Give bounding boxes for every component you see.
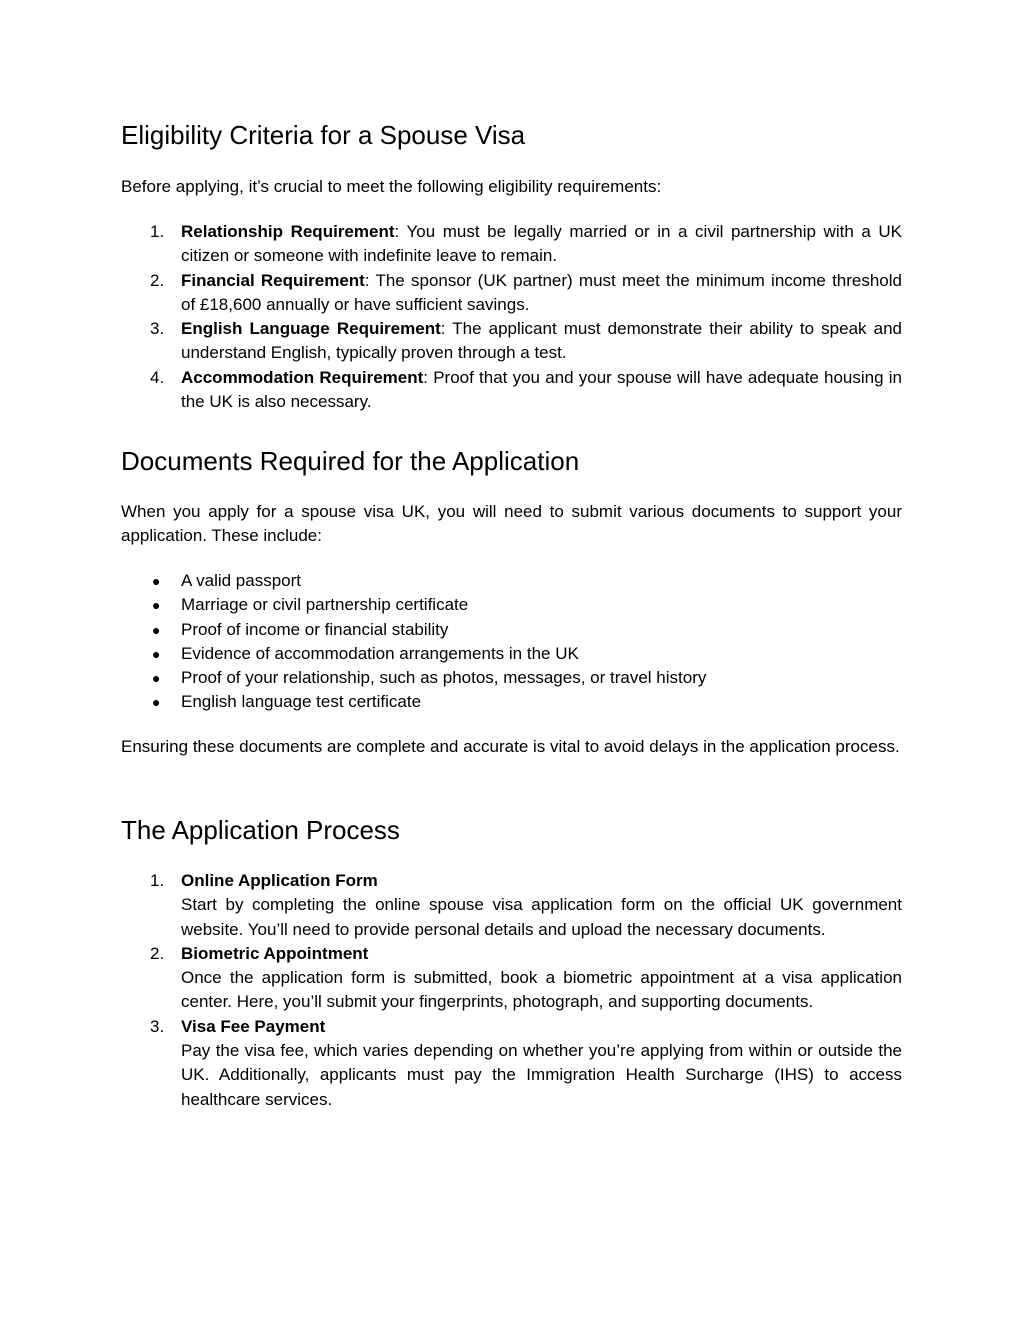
bullet-icon: ● <box>152 621 161 638</box>
list-number: 3. <box>150 1016 165 1036</box>
heading-documents: Documents Required for the Application <box>121 446 580 476</box>
item-text: Start by completing the online spouse visa application form on the official UK government website. You’ll need to provide personal details and upload the necessary documents. <box>181 895 902 939</box>
item-label: Accommodation Requirement <box>181 367 424 387</box>
heading-process: The Application Process <box>121 815 400 845</box>
item-label: Financial Requirement <box>181 270 365 290</box>
list-number: 4. <box>150 367 165 387</box>
list-item <box>121 269 902 318</box>
eligibility-intro: Before applying, it’s crucial to meet the following eligibility requirements: <box>121 177 662 196</box>
bullet-icon: ● <box>152 670 161 687</box>
item-label: Biometric Appointment <box>181 943 369 963</box>
list-number: 1. <box>150 222 165 241</box>
bullet-icon: ● <box>152 645 161 662</box>
list-item <box>121 690 902 714</box>
item-text: Proof of income or financial stability <box>181 619 449 639</box>
list-item <box>121 569 902 593</box>
list-item <box>121 942 902 1015</box>
list-item <box>121 366 902 415</box>
item-text: Once the application form is submitted, book a biometric appointment at a visa application center. Here, you’ll submit your fingerprints, photograph, and supporting documents. <box>181 968 902 1012</box>
list-item <box>121 317 902 366</box>
list-item <box>121 1015 902 1112</box>
bullet-icon: ● <box>152 694 161 711</box>
item-label: English Language Requirement <box>181 319 441 339</box>
item-text: A valid passport <box>181 571 302 590</box>
heading-eligibility: Eligibility Criteria for a Spouse Visa <box>121 120 526 150</box>
eligibility-list <box>121 220 902 414</box>
documents-outro: Ensuring these documents are complete and accurate is vital to avoid delays in the application process. <box>121 737 900 756</box>
list-item <box>121 642 902 666</box>
documents-list <box>121 569 902 715</box>
list-number: 1. <box>150 871 165 890</box>
item-text: Evidence of accommodation arrangements in the UK <box>181 643 579 663</box>
list-item <box>121 869 902 942</box>
list-item <box>121 220 902 269</box>
item-text: Marriage or civil partnership certificate <box>181 595 469 615</box>
item-label: Relationship Requirement <box>181 222 395 241</box>
list-number: 2. <box>150 943 165 963</box>
item-text: : Proof that you and your spouse will have adequate housing in the UK is also necessary. <box>181 367 902 412</box>
item-text: Pay the visa fee, which varies depending on whether you’re applying from within or outside the UK. Additionally, applicants must pay the Immigration Health Surcharge (IHS) to access healthcare services. <box>181 1041 902 1109</box>
list-number: 3. <box>150 319 165 339</box>
list-item <box>121 593 902 617</box>
list-item <box>121 666 902 690</box>
item-text: : The applicant must demonstrate their ability to speak and understand English, typically proven through a test. <box>181 319 902 363</box>
bullet-icon: ● <box>152 597 161 614</box>
item-text: English language test certificate <box>181 692 422 712</box>
item-text: : You must be legally married or in a civil partnership with a UK citizen or someone with indefinite leave to remain. <box>181 222 902 266</box>
item-label: Online Application Form <box>181 871 378 890</box>
bullet-icon: ● <box>152 573 161 589</box>
item-text: : The sponsor (UK partner) must meet the minimum income threshold of £18,600 annually or have sufficient savings. <box>181 270 902 314</box>
process-list <box>121 869 902 1112</box>
list-item <box>121 618 902 642</box>
item-label: Visa Fee Payment <box>181 1016 326 1036</box>
list-number: 2. <box>150 270 165 290</box>
item-text: Proof of your relationship, such as photos, messages, or travel history <box>181 668 707 688</box>
documents-intro: When you apply for a spouse visa UK, you will need to submit various documents to support your application. These include: <box>121 502 902 546</box>
